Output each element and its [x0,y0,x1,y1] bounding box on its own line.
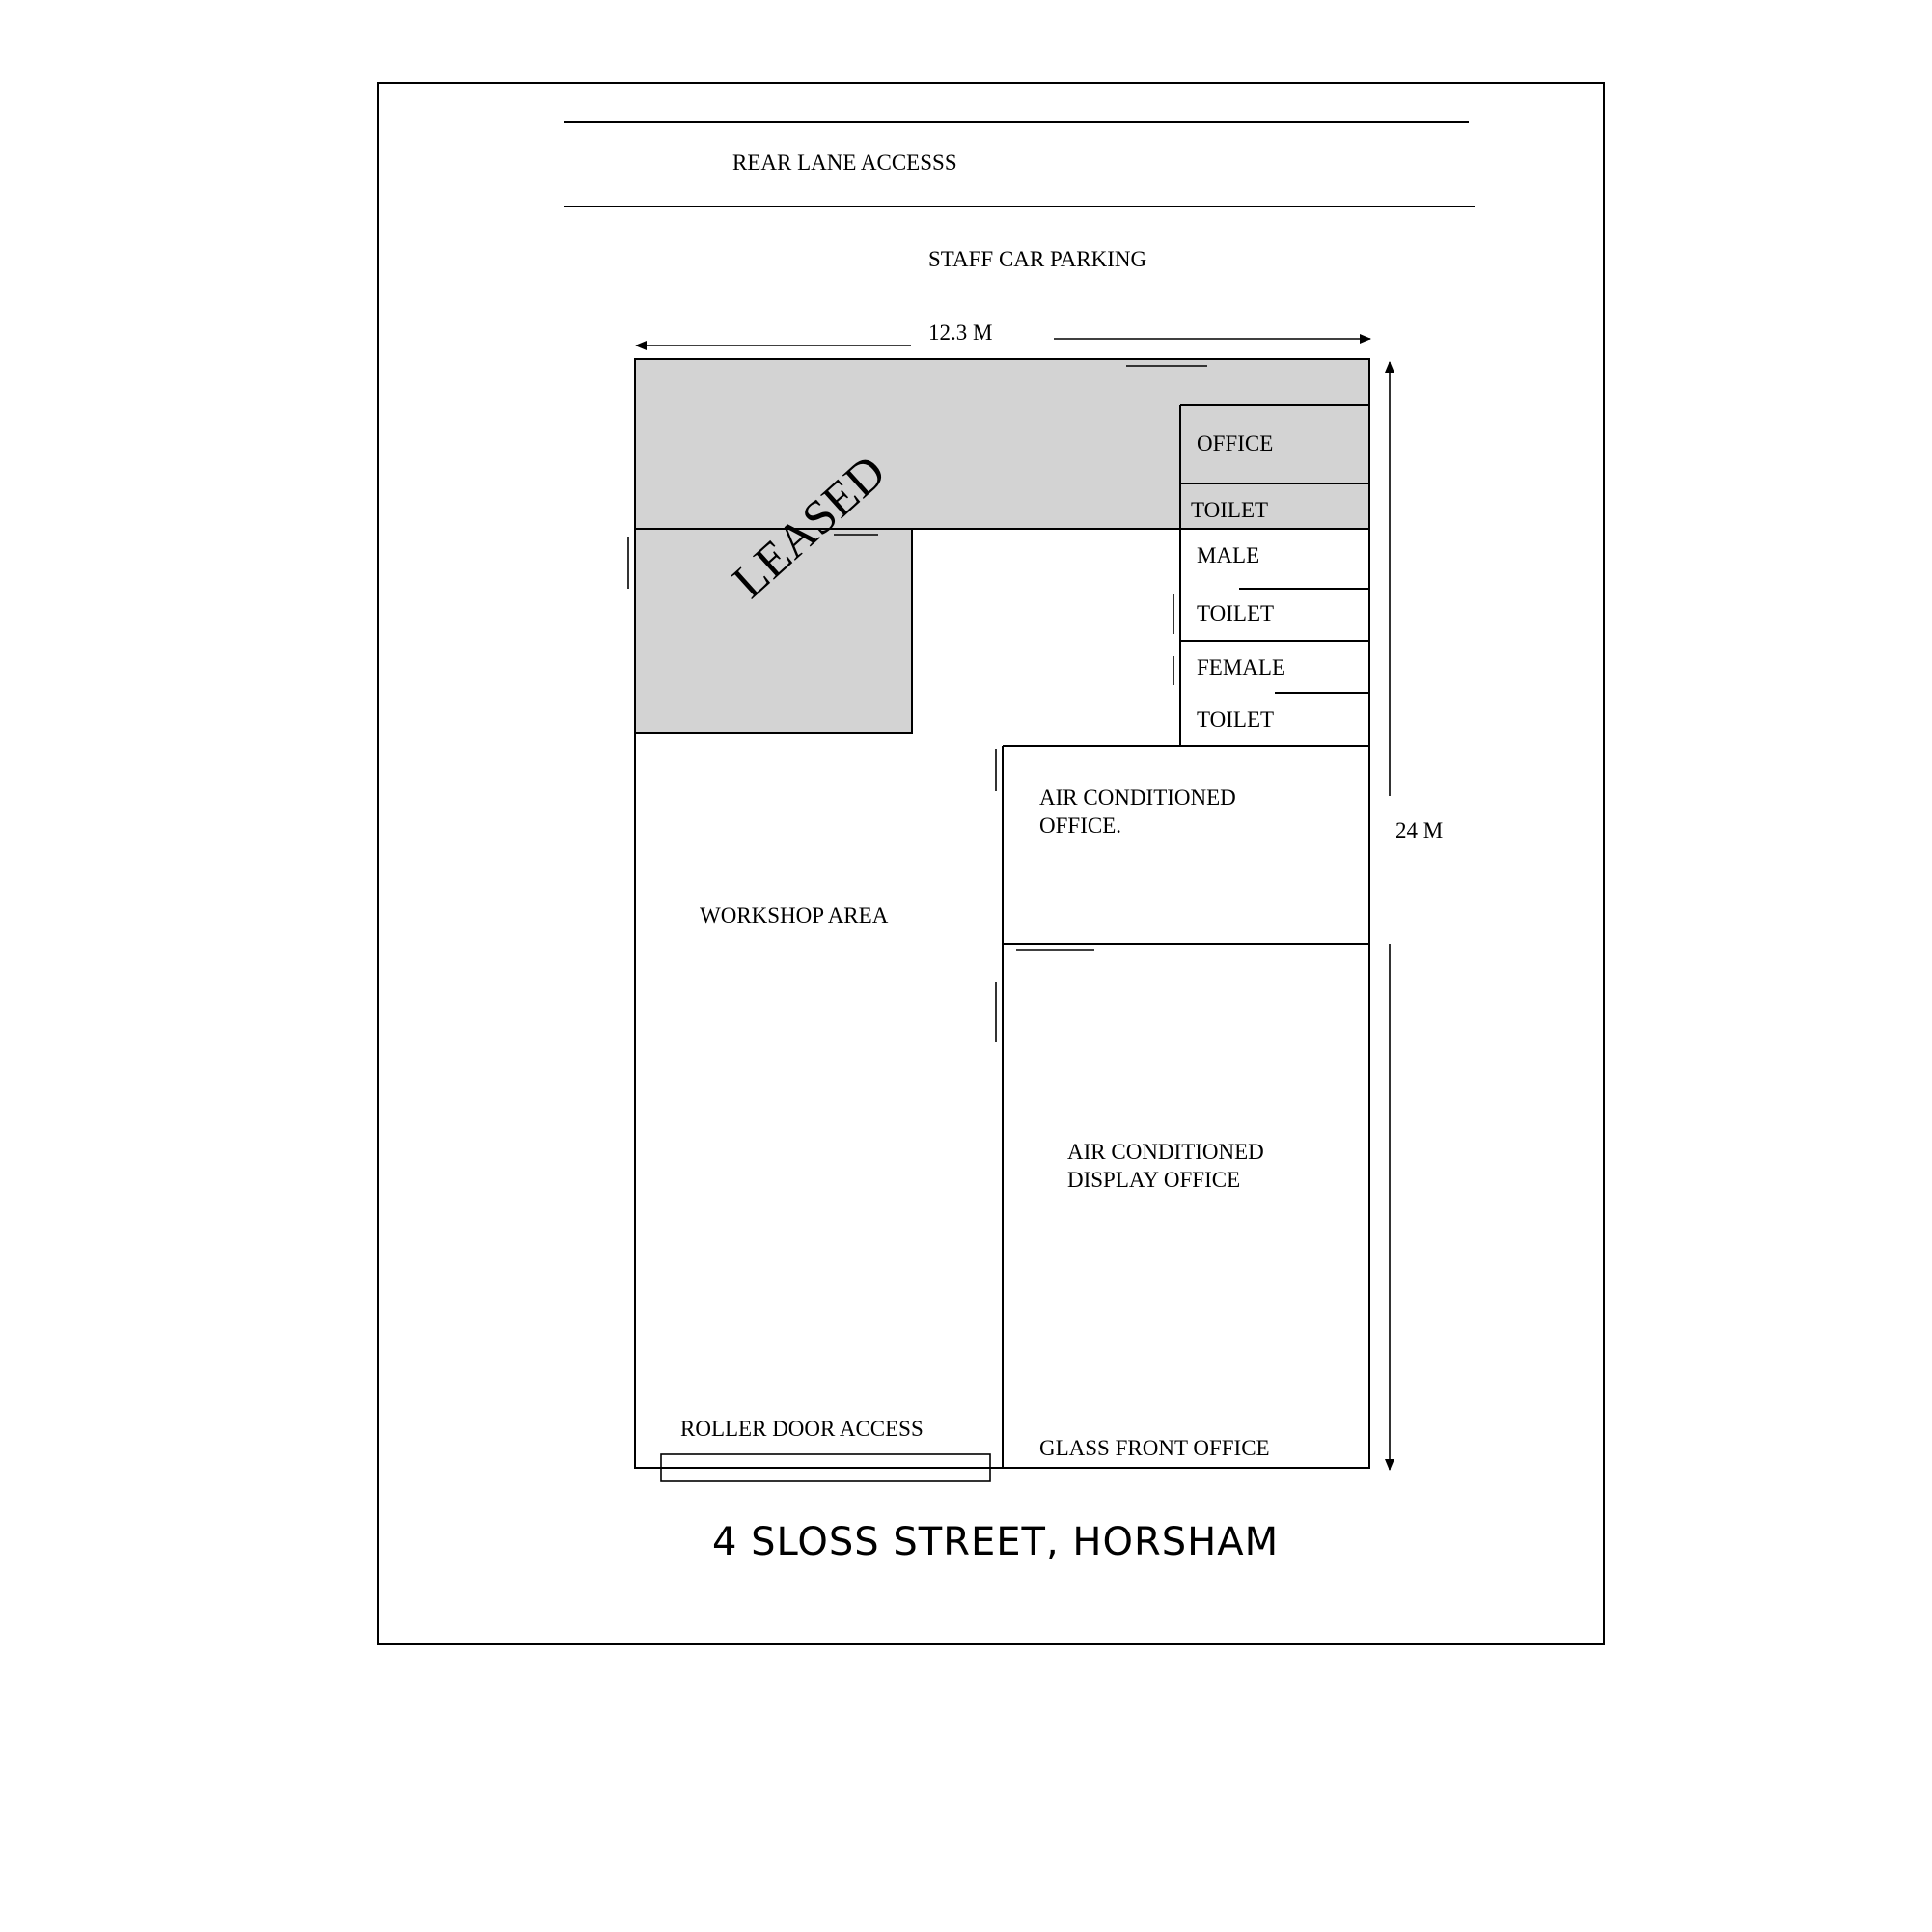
address-title: 4 SLOSS STREET, HORSHAM [712,1520,1280,1564]
width-dimension-label: 12.3 M [928,320,993,345]
glass-front-label: GLASS FRONT OFFICE [1039,1436,1270,1460]
page-border [378,83,1604,1644]
toilet-upper-label: TOILET [1191,498,1269,522]
ac-office-label-line1: AIR CONDITIONED [1039,786,1236,810]
display-office-label-line1: AIR CONDITIONED [1067,1140,1264,1164]
male-label: MALE [1197,543,1260,567]
workshop-label: WORKSHOP AREA [700,903,889,927]
rear-lane-label: REAR LANE ACCESSS [732,151,957,175]
female-label: FEMALE [1197,655,1285,679]
staff-parking-label: STAFF CAR PARKING [928,247,1147,271]
office-label: OFFICE [1197,431,1274,455]
display-office-label-line2: DISPLAY OFFICE [1067,1168,1241,1192]
toilet-male-label: TOILET [1197,601,1275,625]
toilet-female-label: TOILET [1197,707,1275,731]
leased-stamp: LEASED [721,444,896,609]
length-dimension-label: 24 M [1395,818,1444,842]
ac-office-label-line2: OFFICE. [1039,814,1121,838]
roller-door-label: ROLLER DOOR ACCESS [680,1417,924,1441]
